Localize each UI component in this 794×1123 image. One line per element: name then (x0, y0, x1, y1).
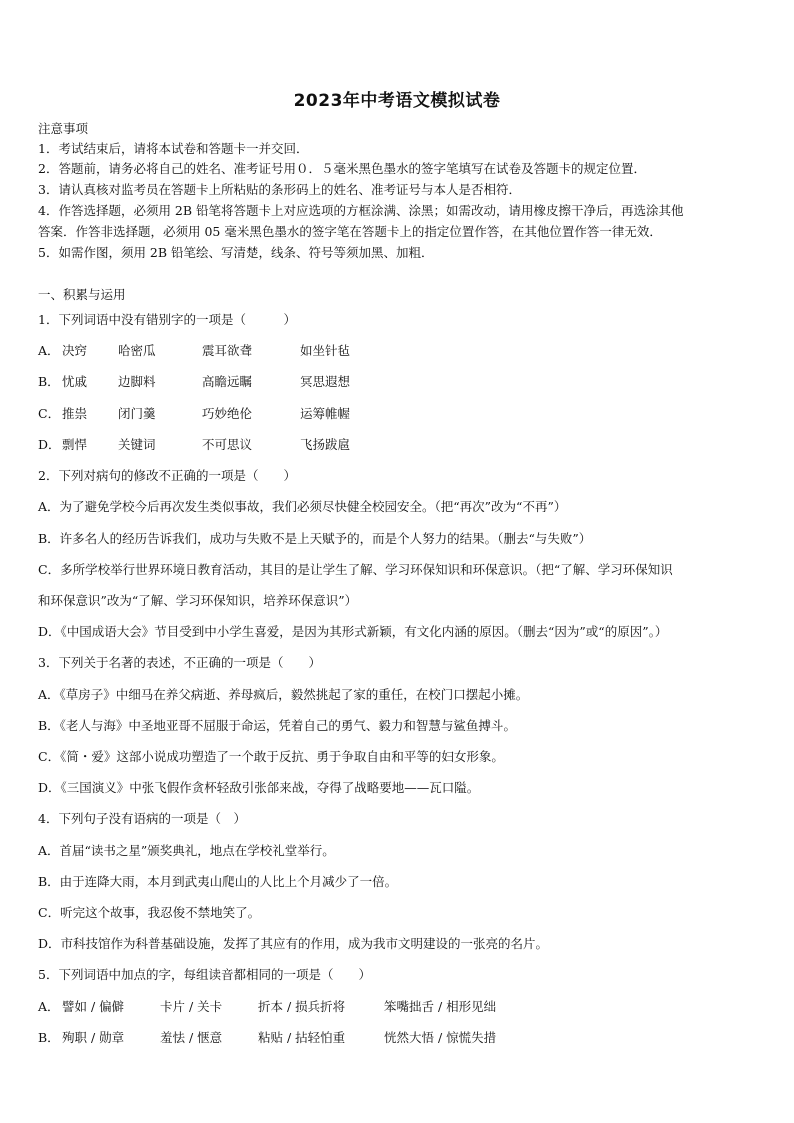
notice-item: 4．作答选择题，必须用 2B 铅笔将答题卡上对应选项的方框涂满、涂黑；如需改动，请用橡皮擦干净后，再选涂其他 (38, 203, 684, 218)
option-word: 笨嘴拙舌 / 相形见绌 (384, 999, 497, 1014)
option-word: 飞扬跋扈 (300, 437, 351, 452)
option-word: 震耳欲聋 (202, 343, 253, 358)
option-word: 推祟 (62, 406, 88, 421)
question-4-option-a: A．首届“读书之星”颁奖典礼，地点在学校礼堂举行。 (38, 843, 335, 858)
section-heading: 一、积累与运用 (38, 287, 126, 302)
question-1-stem: 1．下列词语中没有错别字的一项是（ ） (38, 312, 296, 327)
option-word: 哈密瓜 (118, 343, 156, 358)
question-1-option-a (38, 342, 350, 360)
question-1-option-b (38, 373, 350, 391)
question-3-option-b: B．《老人与海》中圣地亚哥不屈服于命运，凭着自己的勇气、毅力和智慧与鲨鱼搏斗。 (38, 718, 516, 733)
option-word: 如坐针毡 (300, 343, 351, 358)
notice-item: 3．请认真核对监考员在答题卡上所粘贴的条形码上的姓名、准考证号与本人是否相符． (38, 182, 521, 197)
option-word: 恍然大悟 / 惊慌失措 (384, 1030, 497, 1045)
question-4-option-b: B．由于连降大雨，本月到武夷山爬山的人比上个月减少了一倍。 (38, 874, 398, 889)
option-word: 决窍 (62, 343, 88, 358)
question-4-option-d: D．市科技馆作为科普基础设施，发挥了其应有的作用，成为我市文明建设的一张亮的名片。 (38, 936, 549, 951)
notice-item: 5．如需作图，须用 2B 铅笔绘、写清楚，线条、符号等须加黑、加粗． (38, 245, 434, 260)
question-1-option-c (38, 405, 350, 423)
notice-item: 1．考试结束后，请将本试卷和答题卡一并交回． (38, 141, 309, 156)
question-2-option-b: B．许多名人的经历告诉我们，成功与失败不是上天赋予的，而是个人努力的结果。（删去“与失败”） (38, 531, 592, 546)
option-word: 运筹帷幄 (300, 406, 351, 421)
option-word: 折本 / 损兵折将 (258, 999, 346, 1014)
question-2-option-c-cont: 和环保意识”改为“了解、学习环保知识，培养环保意识”） (38, 593, 358, 608)
notice-heading: 注意事项 (38, 121, 89, 136)
option-word: 忧戚 (62, 374, 88, 389)
option-label: A． (38, 999, 60, 1014)
question-2-option-a: A．为了避免学校今后再次发生类似事故，我们必须尽快健全校园安全。（把“再次”改为“不再”） (38, 499, 567, 514)
question-4-stem: 4．下列句子没有语病的一项是（ ） (38, 811, 246, 826)
option-word: 高瞻远瞩 (202, 374, 253, 389)
notice-item: 2．答题前，请务必将自己的姓名、准考证号用０．５毫米黑色墨水的签字笔填写在试卷及答题卡的规定位置． (38, 161, 646, 176)
question-5-option-b (38, 1029, 496, 1047)
question-5-stem: 5．下列词语中加点的字，每组读音都相同的一项是（ ） (38, 967, 371, 982)
option-label: B． (38, 374, 60, 389)
option-word: 羞怯 / 惬意 (160, 1030, 223, 1045)
option-word: 边脚料 (118, 374, 156, 389)
question-4-option-c: C．听完这个故事，我忍俊不禁地笑了。 (38, 905, 261, 920)
option-label: A． (38, 343, 60, 358)
notice-item: 答案．作答非选择题，必须用 05 毫米黑色墨水的签字笔在答题卡上的指定位置作答，在其他位置作答一律无效． (38, 224, 662, 239)
option-word: 殉职 / 勋章 (62, 1030, 125, 1045)
option-word: 卡片 / 关卡 (160, 999, 223, 1014)
page-title: 2023年中考语文模拟试卷 (293, 91, 501, 111)
option-word: 譬如 / 偏僻 (62, 999, 125, 1014)
question-3-option-a: A．《草房子》中细马在养父病逝、养母疯后，毅然挑起了家的重任，在校门口摆起小摊。 (38, 687, 529, 702)
option-word: 巧妙绝伦 (202, 406, 253, 421)
question-2-stem: 2．下列对病句的修改不正确的一项是（ ） (38, 468, 296, 483)
option-word: 粘贴 / 拈轻怕重 (258, 1030, 346, 1045)
option-word: 冥思遐想 (300, 374, 351, 389)
question-1-option-d (38, 436, 350, 454)
question-2-option-c: C．多所学校举行世界环境日教育活动，其目的是让学生了解、学习环保知识和环保意识。（把“了解、学习环保知识 (38, 562, 673, 577)
question-2-option-d: D．《中国成语大会》节目受到中小学生喜爱，是因为其形式新颖，有文化内涵的原因。（删去“因为”或“的原因”。） (38, 624, 668, 639)
question-5-option-a (38, 998, 496, 1016)
option-word: 不可思议 (202, 437, 253, 452)
option-label: C． (38, 406, 61, 421)
option-word: 剽悍 (62, 437, 88, 452)
question-3-option-d: D．《三国演义》中张飞假作贪杯轻敌引张郃来战，夺得了战略要地——瓦口隘。 (38, 780, 480, 795)
option-label: D． (38, 437, 61, 452)
question-3-stem: 3．下列关于名著的表述，不正确的一项是（ ） (38, 655, 321, 670)
question-3-option-c: C．《简・爱》这部小说成功塑造了一个敢于反抗、勇于争取自由和平等的妇女形象。 (38, 749, 504, 764)
option-label: B． (38, 1030, 60, 1045)
option-word: 关键词 (118, 437, 156, 452)
option-word: 闭门羹 (118, 406, 156, 421)
